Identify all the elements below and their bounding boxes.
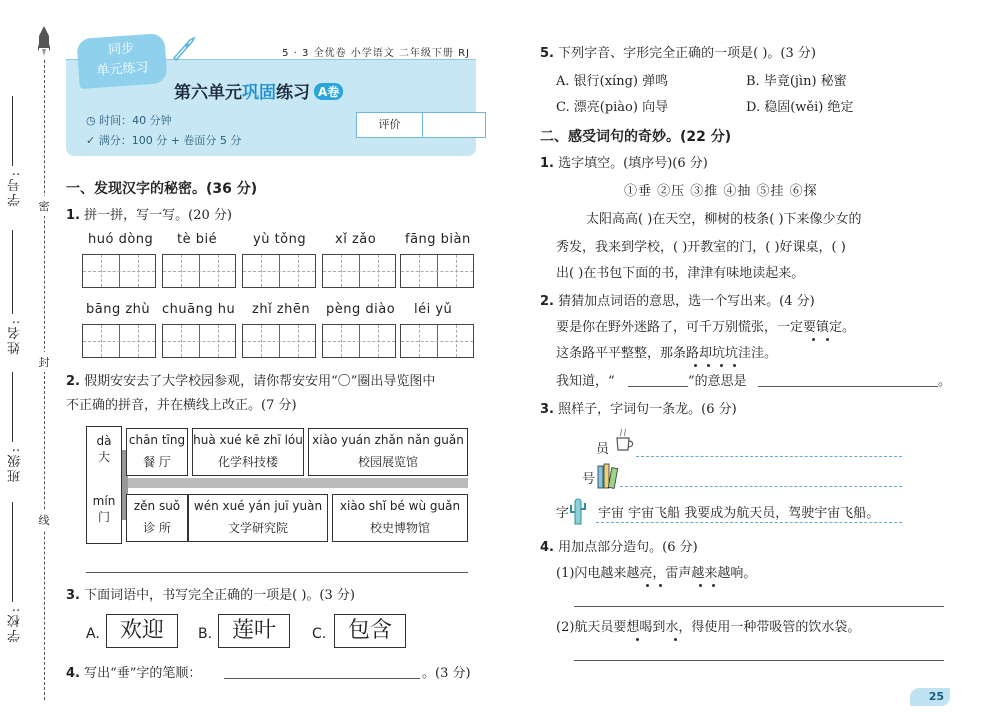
q2-1-para-2: 秀发，我来到学校，( )开教室的门，( )好课桌，( ) — [556, 240, 846, 255]
map-road — [128, 478, 468, 488]
option-a[interactable]: 欢迎 — [106, 614, 178, 648]
char-grid[interactable] — [322, 254, 396, 288]
char-grid[interactable] — [322, 324, 396, 358]
rocket-icon — [38, 26, 50, 56]
map-science-building[interactable]: huà xué kē zhī lóu 化学科技楼 — [192, 428, 304, 476]
name-field[interactable] — [12, 230, 13, 314]
q5-option-c[interactable]: C. 漂亮(piào) 向导 — [556, 100, 669, 115]
char-grid[interactable] — [242, 254, 316, 288]
q5-option-b[interactable]: B. 毕竟(jìn) 秘蜜 — [746, 74, 847, 89]
q5-prompt: 5. 下列字音、字形完全正确的一项是( )。(3 分) — [540, 46, 816, 61]
q2-2-sentence-1: 要是你在野外迷路了，可千万别慌张，一定要镇定。 — [556, 320, 856, 335]
score-info: ✓ 满分：100 分 + 卷面分 5 分 — [86, 134, 242, 147]
page-title: 第六单元巩固练习 A卷 — [174, 78, 343, 103]
dragon-line-2[interactable] — [620, 486, 902, 487]
clock-icon: ◷ — [86, 114, 100, 127]
pinyin-2: tè bié — [177, 232, 218, 247]
emphasis-dot — [707, 364, 710, 367]
q2-2-answer-mid: ”的意思是 — [688, 374, 747, 389]
pinyin-5: fāng biàn — [405, 232, 471, 247]
q5-option-a[interactable]: A. 银行(xíng) 弹鸣 — [556, 74, 669, 89]
map-gate-2: mín 门 — [92, 494, 116, 524]
map-canteen[interactable]: chān tīng 餐 厅 — [126, 428, 188, 476]
q1-4-score: 。(3 分) — [422, 666, 471, 681]
pinyin-7: chuāng hu — [162, 302, 236, 317]
name-label: 姓名: — [8, 318, 23, 355]
option-b[interactable]: 莲叶 — [218, 614, 290, 648]
dragon-char-1: 员 — [596, 442, 610, 457]
seal-xian: 线 — [38, 510, 50, 530]
q1-2-prompt-cont: 不正确的拼音，并在横线上改正。(7 分) — [66, 398, 297, 413]
cactus-icon — [566, 496, 590, 526]
char-grid[interactable] — [162, 324, 236, 358]
sentence-answer-line-2[interactable] — [574, 660, 944, 661]
map-gate-1: dà 大 — [96, 434, 112, 464]
option-a-label: A. — [86, 626, 100, 642]
seal-mi: 密 — [38, 196, 50, 216]
class-label: 班级: — [8, 446, 23, 483]
emphasis-dot — [659, 584, 662, 587]
student-id-field[interactable] — [12, 96, 13, 166]
pinyin-4: xǐ zǎo — [335, 232, 377, 247]
char-grid[interactable] — [82, 254, 156, 288]
emphasis-dot — [674, 638, 677, 641]
q1-1-prompt: 1. 拼一拼，写一写。(20 分) — [66, 208, 232, 223]
emphasis-dot — [646, 584, 649, 587]
q2-4-sentence-2: (2)航天员要想喝到水，得使用一种带吸管的饮水袋。 — [556, 620, 861, 635]
rocket-deco-icon — [168, 34, 198, 64]
pinyin-8: zhǐ zhēn — [252, 302, 311, 317]
emphasis-dot — [812, 338, 815, 341]
cut-line — [44, 60, 45, 700]
char-grid[interactable] — [400, 254, 474, 288]
sync-badge: 同步 单元练习 — [76, 33, 167, 89]
char-grid[interactable] — [162, 254, 236, 288]
unit-header — [66, 42, 476, 156]
q2-2-answer-post: 。 — [938, 374, 952, 389]
books-icon — [596, 462, 620, 490]
pinyin-1: huó dòng — [88, 232, 154, 247]
map-clinic[interactable]: zěn suǒ 诊 所 — [126, 494, 188, 542]
q2-3-prompt: 3. 照样子，字词句一条龙。(6 分) — [540, 402, 737, 417]
q1-3-prompt: 3. 下面词语中，书写完全正确的一项是( )。(3 分) — [66, 588, 355, 603]
meaning-answer-line[interactable] — [758, 386, 938, 387]
q2-2-sentence-2: 这条路平平整整，那条路却坑坑洼洼。 — [556, 346, 778, 361]
check-icon: ✓ — [86, 134, 99, 147]
q2-2-answer-pre: 我知道，“ — [556, 374, 615, 389]
answer-line[interactable] — [86, 572, 468, 573]
school-label: 学校: — [8, 606, 23, 643]
dragon-line-1[interactable] — [636, 456, 902, 457]
section-1-title: 一、发现汉字的秘密。(36 分) — [66, 181, 258, 197]
emphasis-dot — [733, 364, 736, 367]
class-field[interactable] — [12, 372, 13, 442]
emphasis-dot — [712, 584, 715, 587]
section-2-title: 二、感受词句的奇妙。(22 分) — [540, 129, 732, 145]
evaluation-box[interactable]: 评价 — [356, 112, 486, 138]
emphasis-dot — [826, 338, 829, 341]
q1-4-prompt: 4. 写出“垂”字的笔顺： — [66, 666, 202, 681]
dragon-char-2: 号 — [582, 472, 596, 487]
map-literature-institute[interactable]: wén xué yán juī yuàn 文学研究院 — [188, 494, 328, 542]
char-grid[interactable] — [82, 324, 156, 358]
map-exhibition-hall[interactable]: xiào yuán zhǎn nǎn guǎn 校园展览馆 — [308, 428, 468, 476]
stroke-order-line[interactable] — [224, 678, 420, 679]
option-b-label: B. — [198, 626, 213, 642]
student-id-label: 学号: — [8, 170, 23, 207]
pinyin-3: yù tǒng — [253, 232, 307, 247]
emphasis-dot — [720, 364, 723, 367]
q2-1-para-3: 出( )在书包下面的书，津津有味地读起来。 — [556, 266, 805, 281]
pinyin-10: léi yǔ — [414, 302, 453, 317]
char-choices: ①垂 ②压 ③推 ④抽 ⑤挂 ⑥探 — [624, 184, 818, 199]
option-c[interactable]: 包含 — [334, 614, 406, 648]
sentence-answer-line-1[interactable] — [574, 606, 944, 607]
q1-2-prompt: 2. 假期安安去了大学校园参观，请你帮安安用“〇”圈出导览图中 — [66, 374, 436, 389]
version-badge: A卷 — [314, 83, 343, 100]
pinyin-9: pèng diào — [326, 302, 396, 317]
time-info: ◷ 时间：40 分钟 — [86, 114, 172, 127]
emphasis-dot — [636, 638, 639, 641]
option-c-label: C. — [312, 626, 327, 642]
q2-1-para-1: 太阳高高( )在天空，柳树的枝条( )下来像少女的 — [586, 212, 862, 227]
pinyin-6: bāng zhù — [86, 302, 151, 317]
char-grid[interactable] — [400, 324, 474, 358]
q2-2-prompt: 2. 猜猜加点词语的意思，选一个写出来。(4 分) — [540, 294, 815, 309]
word-answer-line[interactable] — [628, 386, 688, 387]
seal-feng: 封 — [38, 352, 50, 372]
char-grid[interactable] — [242, 324, 316, 358]
dragon-char-3: 字 — [556, 506, 570, 521]
dragon-example: 宇宙 宇宙飞船 我要成为航天员，驾驶宇宙飞船。 — [598, 506, 880, 521]
cup-icon — [614, 428, 636, 452]
q2-1-prompt: 1. 选字填空。(填序号)(6 分) — [540, 156, 708, 171]
page-number: 25 — [910, 688, 950, 706]
school-field[interactable] — [12, 502, 13, 602]
q5-option-d[interactable]: D. 稳固(wěi) 绝定 — [746, 100, 854, 115]
q2-4-sentence-1: (1)闪电越来越亮，雷声越来越响。 — [556, 566, 757, 581]
series-meta: 5 · 3 全优卷 小学语文 二年级下册 RJ — [66, 42, 476, 60]
q2-4-prompt: 4. 用加点部分造句。(6 分) — [540, 540, 698, 555]
emphasis-dot — [694, 364, 697, 367]
dragon-line-3 — [596, 522, 902, 523]
emphasis-dot — [699, 584, 702, 587]
map-history-museum[interactable]: xiào shǐ bé wù guǎn 校史博物馆 — [332, 494, 468, 542]
binding-strip — [0, 0, 58, 714]
